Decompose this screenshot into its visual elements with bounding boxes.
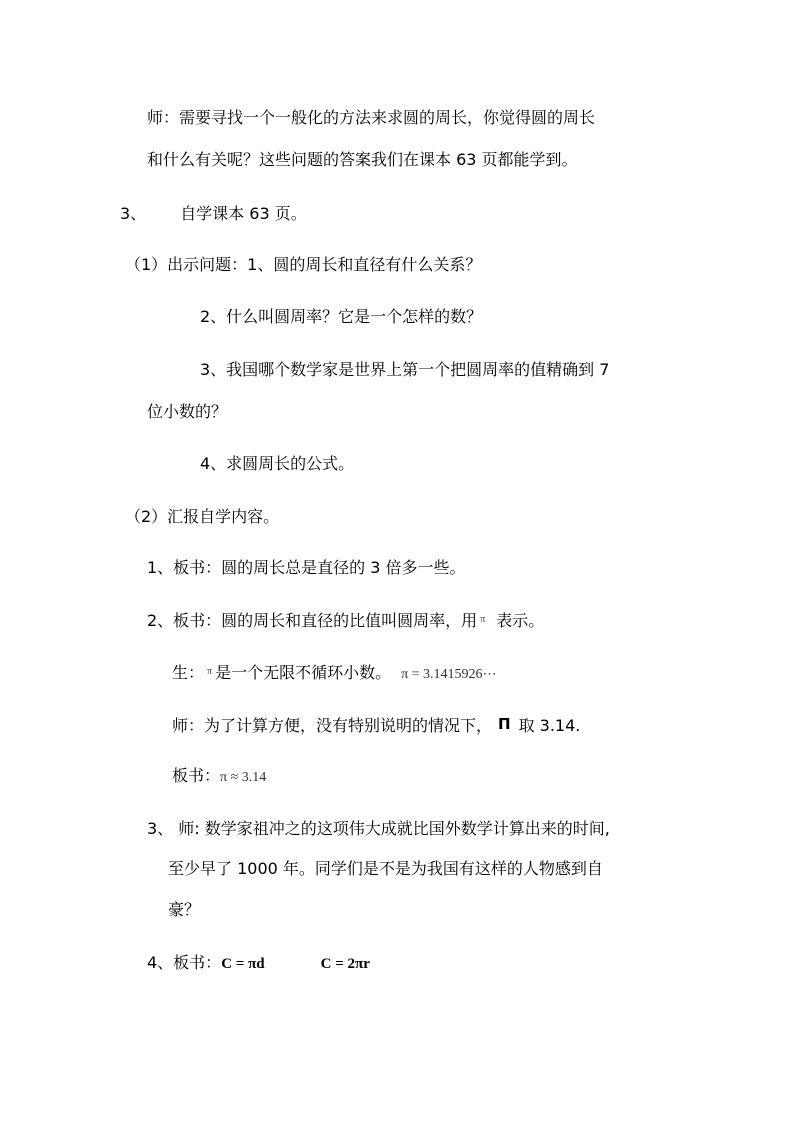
formula-radius: C = 2πr [320, 956, 370, 972]
pi-symbol: π [207, 666, 213, 677]
text: （1）出示问题：1、圆的周长和直径有什么关系？ [125, 255, 482, 274]
text: 师：为了计算方便，没有特别说明的情况下， [172, 716, 493, 735]
text: 3、我国哪个数学家是世界上第一个把圆周率的值精确到 7 [200, 360, 610, 379]
text: 2、板书：圆的周长和直径的比值叫圆周率，用 [147, 611, 478, 630]
question-2 [200, 307, 482, 327]
text: 1、板书：圆的周长总是直径的 3 倍多一些。 [147, 558, 466, 577]
report-item-3-line1 [147, 819, 610, 839]
pi-value-formula: π = 3.1415926⋯ [401, 667, 497, 682]
text: 4、求圆周长的公式。 [200, 454, 355, 473]
report-item-3-line3 [168, 900, 200, 920]
text: 3、 师: 数学家祖冲之的这项伟大成就比国外数学计算出来的时间, [147, 819, 610, 838]
questions-heading [125, 255, 481, 275]
text: 4、板书： [147, 953, 222, 972]
report-item-3-line2 [168, 859, 603, 879]
text: 表示。 [496, 611, 545, 630]
label: 板书： [172, 766, 221, 785]
text: 位小数的？ [147, 402, 228, 421]
label: 生： [172, 663, 205, 682]
question-3-line2 [147, 402, 227, 422]
question-3-line1 [200, 360, 609, 380]
text: 取 3.14. [518, 716, 581, 735]
student-answer [172, 662, 497, 682]
section-3-heading [120, 204, 307, 224]
report-item-1 [147, 558, 466, 578]
question-4 [200, 454, 354, 474]
pi-symbol: π [480, 614, 486, 625]
text: 2、什么叫圆周率？它是一个怎样的数？ [200, 307, 483, 326]
section-number: 3、 [120, 204, 147, 223]
text: （2）汇报自学内容。 [125, 507, 280, 526]
board-approx [172, 766, 266, 786]
pi-symbol: Π [498, 715, 511, 733]
report-item-4 [147, 953, 370, 973]
text: 豪？ [168, 900, 201, 919]
text: 至少早了 1000 年。同学们是不是为我国有这样的人物感到自 [168, 859, 603, 878]
para-teacher-question-line2 [147, 150, 578, 170]
teacher-note [172, 714, 580, 734]
text: 和什么有关呢？这些问题的答案我们在课本 63 页都能学到。 [147, 150, 578, 169]
para-teacher-question-line1 [147, 108, 595, 128]
report-heading [125, 507, 279, 527]
section-title: 自学课本 63 页。 [180, 204, 307, 223]
text: 师：需要寻找一个一般化的方法来求圆的周长，你觉得圆的周长 [147, 108, 596, 127]
text: 是一个无限不循环小数。 [215, 663, 392, 682]
formula-diameter: C = πd [221, 956, 265, 972]
pi-approx-formula: π ≈ 3.14 [220, 770, 267, 785]
report-item-2 [147, 610, 544, 630]
